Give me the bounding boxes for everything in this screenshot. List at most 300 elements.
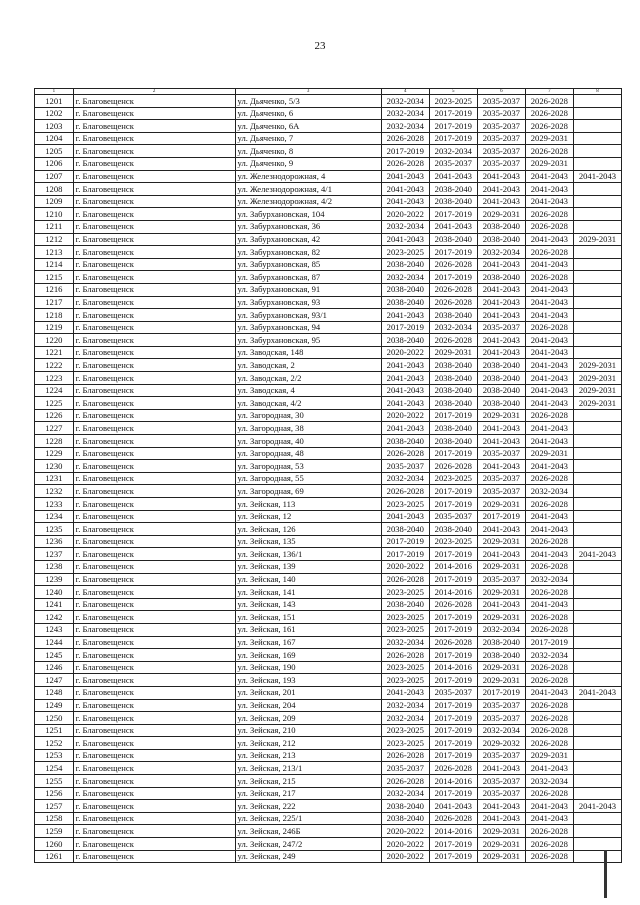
period-col8-cell xyxy=(573,535,621,548)
period-col6-cell: 2041-2043 xyxy=(477,598,525,611)
period-col7-cell: 2026-2028 xyxy=(525,586,573,599)
address-cell: ул. Дьяченко, 5/3 xyxy=(235,95,381,108)
period-col4-cell: 2032-2034 xyxy=(381,95,429,108)
period-col4-cell: 2032-2034 xyxy=(381,787,429,800)
locality-cell: г. Благовещенск xyxy=(73,586,235,599)
number-cell: 1215 xyxy=(35,271,74,284)
period-col8-cell xyxy=(573,258,621,271)
number-cell: 1209 xyxy=(35,195,74,208)
locality-cell: г. Благовещенск xyxy=(73,611,235,624)
locality-cell: г. Благовещенск xyxy=(73,283,235,296)
locality-cell: г. Благовещенск xyxy=(73,724,235,737)
period-col4-cell: 2017-2019 xyxy=(381,321,429,334)
period-col8-cell xyxy=(573,573,621,586)
period-col6-cell: 2041-2043 xyxy=(477,422,525,435)
page-number: 23 xyxy=(314,40,326,52)
address-cell: ул. Зейская, 225/1 xyxy=(235,812,381,825)
period-col8-cell xyxy=(573,460,621,473)
period-col4-cell: 2023-2025 xyxy=(381,498,429,511)
period-col8-cell xyxy=(573,309,621,322)
table-row xyxy=(35,838,622,851)
period-col4-cell: 2026-2028 xyxy=(381,573,429,586)
period-col4-cell: 2041-2043 xyxy=(381,309,429,322)
locality-cell: г. Благовещенск xyxy=(73,208,235,221)
period-col6-cell: 2038-2040 xyxy=(477,397,525,410)
locality-cell: г. Благовещенск xyxy=(73,573,235,586)
address-cell: ул. Загородная, 53 xyxy=(235,460,381,473)
address-cell: ул. Забурхановская, 93 xyxy=(235,296,381,309)
locality-cell: г. Благовещенск xyxy=(73,623,235,636)
period-col5-cell: 2017-2019 xyxy=(429,246,477,259)
header-cell-2: 2 xyxy=(73,89,235,95)
number-cell: 1219 xyxy=(35,321,74,334)
period-col6-cell: 2029-2031 xyxy=(477,208,525,221)
locality-cell: г. Благовещенск xyxy=(73,233,235,246)
period-col5-cell: 2017-2019 xyxy=(429,737,477,750)
address-cell: ул. Зейская, 190 xyxy=(235,661,381,674)
period-col8-cell xyxy=(573,485,621,498)
locality-cell: г. Благовещенск xyxy=(73,170,235,183)
period-col5-cell: 2038-2040 xyxy=(429,183,477,196)
period-col8-cell: 2041-2043 xyxy=(573,800,621,813)
address-cell: ул. Зейская, 126 xyxy=(235,523,381,536)
period-col7-cell: 2029-2031 xyxy=(525,749,573,762)
period-col4-cell: 2020-2022 xyxy=(381,409,429,422)
address-cell: ул. Забурхановская, 93/1 xyxy=(235,309,381,322)
period-col5-cell: 2017-2019 xyxy=(429,699,477,712)
table-row xyxy=(35,321,622,334)
period-col7-cell: 2026-2028 xyxy=(525,208,573,221)
period-col8-cell xyxy=(573,636,621,649)
period-col4-cell: 2020-2022 xyxy=(381,560,429,573)
table-row xyxy=(35,170,622,183)
period-col6-cell: 2041-2043 xyxy=(477,309,525,322)
header-cell-1: 1 xyxy=(35,89,74,95)
period-col8-cell xyxy=(573,296,621,309)
period-col8-cell xyxy=(573,246,621,259)
period-col8-cell xyxy=(573,334,621,347)
period-col8-cell: 2041-2043 xyxy=(573,548,621,561)
address-cell: ул. Загородная, 40 xyxy=(235,435,381,448)
table-row xyxy=(35,359,622,372)
table-row xyxy=(35,661,622,674)
locality-cell: г. Благовещенск xyxy=(73,699,235,712)
period-col7-cell: 2026-2028 xyxy=(525,674,573,687)
header-cell-7: 7 xyxy=(525,89,573,95)
period-col4-cell: 2035-2037 xyxy=(381,460,429,473)
table-row xyxy=(35,800,622,813)
period-col5-cell: 2017-2019 xyxy=(429,208,477,221)
number-cell: 1221 xyxy=(35,346,74,359)
locality-cell: г. Благовещенск xyxy=(73,183,235,196)
period-col6-cell: 2035-2037 xyxy=(477,712,525,725)
table-row xyxy=(35,737,622,750)
table-row xyxy=(35,472,622,485)
locality-cell: г. Благовещенск xyxy=(73,447,235,460)
address-cell: ул. Зейская, 161 xyxy=(235,623,381,636)
period-col7-cell: 2026-2028 xyxy=(525,825,573,838)
table-row xyxy=(35,384,622,397)
period-col6-cell: 2038-2040 xyxy=(477,384,525,397)
period-col7-cell: 2026-2028 xyxy=(525,409,573,422)
table-row xyxy=(35,246,622,259)
period-col4-cell: 2023-2025 xyxy=(381,623,429,636)
address-cell: ул. Железнодорожная, 4 xyxy=(235,170,381,183)
locality-cell: г. Благовещенск xyxy=(73,485,235,498)
table-row xyxy=(35,699,622,712)
address-cell: ул. Зейская, 140 xyxy=(235,573,381,586)
period-col7-cell: 2032-2034 xyxy=(525,485,573,498)
period-col6-cell: 2029-2031 xyxy=(477,838,525,851)
table-row xyxy=(35,775,622,788)
locality-cell: г. Благовещенск xyxy=(73,661,235,674)
table-row xyxy=(35,523,622,536)
period-col6-cell: 2038-2040 xyxy=(477,359,525,372)
period-col6-cell: 2017-2019 xyxy=(477,510,525,523)
table-row xyxy=(35,850,622,863)
period-col8-cell xyxy=(573,120,621,133)
period-col4-cell: 2038-2040 xyxy=(381,283,429,296)
period-col6-cell: 2041-2043 xyxy=(477,183,525,196)
locality-cell: г. Благовещенск xyxy=(73,548,235,561)
period-col4-cell: 2038-2040 xyxy=(381,296,429,309)
period-col7-cell: 2041-2043 xyxy=(525,346,573,359)
table-row xyxy=(35,649,622,662)
period-col7-cell: 2041-2043 xyxy=(525,510,573,523)
number-cell: 1234 xyxy=(35,510,74,523)
schedule-table xyxy=(34,88,622,863)
address-cell: ул. Зейская, 136/1 xyxy=(235,548,381,561)
number-cell: 1244 xyxy=(35,636,74,649)
period-col5-cell: 2014-2016 xyxy=(429,661,477,674)
table-row xyxy=(35,435,622,448)
period-col6-cell: 2029-2032 xyxy=(477,737,525,750)
table-row xyxy=(35,258,622,271)
period-col8-cell xyxy=(573,737,621,750)
address-cell: ул. Забурхановская, 95 xyxy=(235,334,381,347)
address-cell: ул. Зейская, 141 xyxy=(235,586,381,599)
period-col6-cell: 2038-2040 xyxy=(477,233,525,246)
period-col5-cell: 2017-2019 xyxy=(429,132,477,145)
period-col4-cell: 2020-2022 xyxy=(381,850,429,863)
period-col5-cell: 2041-2043 xyxy=(429,170,477,183)
period-col6-cell: 2029-2031 xyxy=(477,611,525,624)
period-col6-cell: 2029-2031 xyxy=(477,661,525,674)
period-col5-cell: 2017-2019 xyxy=(429,649,477,662)
period-col8-cell xyxy=(573,762,621,775)
locality-cell: г. Благовещенск xyxy=(73,510,235,523)
period-col4-cell: 2023-2025 xyxy=(381,246,429,259)
address-cell: ул. Забурхановская, 36 xyxy=(235,220,381,233)
period-col5-cell: 2038-2040 xyxy=(429,397,477,410)
period-col4-cell: 2023-2025 xyxy=(381,586,429,599)
period-col7-cell: 2026-2028 xyxy=(525,120,573,133)
period-col4-cell: 2038-2040 xyxy=(381,800,429,813)
period-col5-cell: 2014-2016 xyxy=(429,560,477,573)
period-col5-cell: 2014-2016 xyxy=(429,825,477,838)
number-cell: 1241 xyxy=(35,598,74,611)
period-col4-cell: 2032-2034 xyxy=(381,712,429,725)
period-col8-cell xyxy=(573,107,621,120)
period-col5-cell: 2026-2028 xyxy=(429,258,477,271)
table-row xyxy=(35,346,622,359)
number-cell: 1250 xyxy=(35,712,74,725)
period-col8-cell xyxy=(573,775,621,788)
period-col5-cell: 2026-2028 xyxy=(429,296,477,309)
period-col4-cell: 2041-2043 xyxy=(381,233,429,246)
period-col8-cell xyxy=(573,283,621,296)
locality-cell: г. Благовещенск xyxy=(73,195,235,208)
address-cell: ул. Зейская, 249 xyxy=(235,850,381,863)
locality-cell: г. Благовещенск xyxy=(73,472,235,485)
locality-cell: г. Благовещенск xyxy=(73,271,235,284)
locality-cell: г. Благовещенск xyxy=(73,498,235,511)
number-cell: 1216 xyxy=(35,283,74,296)
address-cell: ул. Зейская, 212 xyxy=(235,737,381,750)
period-col8-cell xyxy=(573,623,621,636)
number-cell: 1256 xyxy=(35,787,74,800)
locality-cell: г. Благовещенск xyxy=(73,346,235,359)
period-col7-cell: 2041-2043 xyxy=(525,686,573,699)
period-col8-cell xyxy=(573,435,621,448)
period-col6-cell: 2041-2043 xyxy=(477,170,525,183)
table-row xyxy=(35,183,622,196)
period-col8-cell xyxy=(573,95,621,108)
period-col4-cell: 2023-2025 xyxy=(381,611,429,624)
address-cell: ул. Забурхановская, 85 xyxy=(235,258,381,271)
period-col6-cell: 2029-2031 xyxy=(477,560,525,573)
table-row xyxy=(35,686,622,699)
locality-cell: г. Благовещенск xyxy=(73,787,235,800)
period-col5-cell: 2017-2019 xyxy=(429,548,477,561)
period-col4-cell: 2032-2034 xyxy=(381,271,429,284)
period-col5-cell: 2038-2040 xyxy=(429,523,477,536)
period-col5-cell: 2038-2040 xyxy=(429,372,477,385)
table-row xyxy=(35,208,622,221)
period-col4-cell: 2023-2025 xyxy=(381,724,429,737)
period-col5-cell: 2026-2028 xyxy=(429,283,477,296)
header-cell-6: 6 xyxy=(477,89,525,95)
period-col5-cell: 2017-2019 xyxy=(429,107,477,120)
locality-cell: г. Благовещенск xyxy=(73,460,235,473)
locality-cell: г. Благовещенск xyxy=(73,132,235,145)
period-col7-cell: 2026-2028 xyxy=(525,611,573,624)
table-row xyxy=(35,712,622,725)
period-col5-cell: 2038-2040 xyxy=(429,359,477,372)
period-col8-cell xyxy=(573,661,621,674)
address-cell: ул. Загородная, 55 xyxy=(235,472,381,485)
period-col7-cell: 2041-2043 xyxy=(525,233,573,246)
period-col5-cell: 2026-2028 xyxy=(429,598,477,611)
period-col4-cell: 2023-2025 xyxy=(381,737,429,750)
number-cell: 1257 xyxy=(35,800,74,813)
address-cell: ул. Зейская, 113 xyxy=(235,498,381,511)
number-cell: 1260 xyxy=(35,838,74,851)
period-col5-cell: 2026-2028 xyxy=(429,762,477,775)
period-col8-cell: 2041-2043 xyxy=(573,686,621,699)
locality-cell: г. Благовещенск xyxy=(73,598,235,611)
period-col7-cell: 2026-2028 xyxy=(525,661,573,674)
address-cell: ул. Железнодорожная, 4/2 xyxy=(235,195,381,208)
table-row xyxy=(35,422,622,435)
locality-cell: г. Благовещенск xyxy=(73,812,235,825)
table-row xyxy=(35,674,622,687)
period-col8-cell xyxy=(573,132,621,145)
address-cell: ул. Зейская, 215 xyxy=(235,775,381,788)
number-cell: 1204 xyxy=(35,132,74,145)
locality-cell: г. Благовещенск xyxy=(73,258,235,271)
period-col5-cell: 2038-2040 xyxy=(429,195,477,208)
number-cell: 1253 xyxy=(35,749,74,762)
period-col7-cell: 2041-2043 xyxy=(525,296,573,309)
period-col5-cell: 2017-2019 xyxy=(429,611,477,624)
period-col7-cell: 2026-2028 xyxy=(525,107,573,120)
binding-mark xyxy=(604,850,607,898)
period-col6-cell: 2029-2031 xyxy=(477,498,525,511)
number-cell: 1255 xyxy=(35,775,74,788)
period-col6-cell: 2041-2043 xyxy=(477,283,525,296)
table-row xyxy=(35,498,622,511)
address-cell: ул. Заводская, 4 xyxy=(235,384,381,397)
period-col5-cell: 2038-2040 xyxy=(429,384,477,397)
table-row xyxy=(35,95,622,108)
locality-cell: г. Благовещенск xyxy=(73,649,235,662)
address-cell: ул. Заводская, 148 xyxy=(235,346,381,359)
header-cell-8: 8 xyxy=(573,89,621,95)
period-col6-cell: 2041-2043 xyxy=(477,812,525,825)
address-cell: ул. Железнодорожная, 4/1 xyxy=(235,183,381,196)
period-col6-cell: 2038-2040 xyxy=(477,636,525,649)
number-cell: 1245 xyxy=(35,649,74,662)
number-cell: 1206 xyxy=(35,157,74,170)
period-col5-cell: 2023-2025 xyxy=(429,472,477,485)
header-cell-3: 3 xyxy=(235,89,381,95)
period-col7-cell: 2026-2028 xyxy=(525,737,573,750)
period-col7-cell: 2026-2028 xyxy=(525,724,573,737)
period-col8-cell: 2029-2031 xyxy=(573,233,621,246)
period-col7-cell: 2041-2043 xyxy=(525,397,573,410)
period-col4-cell: 2026-2028 xyxy=(381,749,429,762)
address-cell: ул. Забурхановская, 42 xyxy=(235,233,381,246)
period-col6-cell: 2029-2031 xyxy=(477,535,525,548)
period-col8-cell xyxy=(573,598,621,611)
period-col6-cell: 2035-2037 xyxy=(477,447,525,460)
table-row xyxy=(35,611,622,624)
number-cell: 1231 xyxy=(35,472,74,485)
period-col8-cell xyxy=(573,812,621,825)
table-row xyxy=(35,409,622,422)
period-col5-cell: 2035-2037 xyxy=(429,686,477,699)
table-row xyxy=(35,535,622,548)
address-cell: ул. Дьяченко, 6А xyxy=(235,120,381,133)
period-col4-cell: 2026-2028 xyxy=(381,485,429,498)
period-col8-cell xyxy=(573,271,621,284)
period-col7-cell: 2041-2043 xyxy=(525,384,573,397)
number-cell: 1230 xyxy=(35,460,74,473)
period-col8-cell xyxy=(573,523,621,536)
period-col7-cell: 2026-2028 xyxy=(525,145,573,158)
number-cell: 1242 xyxy=(35,611,74,624)
locality-cell: г. Благовещенск xyxy=(73,435,235,448)
period-col8-cell: 2029-2031 xyxy=(573,359,621,372)
period-col5-cell: 2029-2031 xyxy=(429,346,477,359)
period-col8-cell: 2029-2031 xyxy=(573,384,621,397)
period-col7-cell: 2041-2043 xyxy=(525,598,573,611)
number-cell: 1217 xyxy=(35,296,74,309)
locality-cell: г. Благовещенск xyxy=(73,309,235,322)
table-row xyxy=(35,586,622,599)
locality-cell: г. Благовещенск xyxy=(73,825,235,838)
period-col5-cell: 2032-2034 xyxy=(429,321,477,334)
number-cell: 1247 xyxy=(35,674,74,687)
period-col4-cell: 2026-2028 xyxy=(381,447,429,460)
period-col8-cell xyxy=(573,321,621,334)
locality-cell: г. Благовещенск xyxy=(73,712,235,725)
number-cell: 1232 xyxy=(35,485,74,498)
period-col8-cell xyxy=(573,409,621,422)
period-col6-cell: 2032-2034 xyxy=(477,246,525,259)
period-col4-cell: 2038-2040 xyxy=(381,435,429,448)
period-col8-cell: 2041-2043 xyxy=(573,170,621,183)
address-cell: ул. Загородная, 30 xyxy=(235,409,381,422)
period-col6-cell: 2038-2040 xyxy=(477,372,525,385)
period-col6-cell: 2035-2037 xyxy=(477,120,525,133)
number-cell: 1222 xyxy=(35,359,74,372)
address-cell: ул. Зейская, 167 xyxy=(235,636,381,649)
period-col7-cell: 2029-2031 xyxy=(525,157,573,170)
number-cell: 1254 xyxy=(35,762,74,775)
period-col4-cell: 2038-2040 xyxy=(381,523,429,536)
period-col6-cell: 2038-2040 xyxy=(477,271,525,284)
period-col7-cell: 2041-2043 xyxy=(525,812,573,825)
locality-cell: г. Благовещенск xyxy=(73,120,235,133)
period-col7-cell: 2026-2028 xyxy=(525,472,573,485)
address-cell: ул. Забурхановская, 87 xyxy=(235,271,381,284)
period-col4-cell: 2020-2022 xyxy=(381,838,429,851)
period-col8-cell xyxy=(573,498,621,511)
period-col8-cell xyxy=(573,157,621,170)
address-cell: ул. Зейская, 246Б xyxy=(235,825,381,838)
period-col6-cell: 2035-2037 xyxy=(477,699,525,712)
period-col4-cell: 2026-2028 xyxy=(381,649,429,662)
period-col5-cell: 2017-2019 xyxy=(429,724,477,737)
period-col5-cell: 2017-2019 xyxy=(429,271,477,284)
period-col6-cell: 2029-2031 xyxy=(477,850,525,863)
table-row xyxy=(35,195,622,208)
table-row xyxy=(35,623,622,636)
period-col8-cell xyxy=(573,145,621,158)
header-cell-5: 5 xyxy=(429,89,477,95)
period-col6-cell: 2041-2043 xyxy=(477,800,525,813)
period-col4-cell: 2041-2043 xyxy=(381,397,429,410)
period-col5-cell: 2038-2040 xyxy=(429,435,477,448)
number-cell: 1218 xyxy=(35,309,74,322)
number-cell: 1212 xyxy=(35,233,74,246)
period-col6-cell: 2041-2043 xyxy=(477,762,525,775)
period-col7-cell: 2026-2028 xyxy=(525,535,573,548)
period-col6-cell: 2035-2037 xyxy=(477,472,525,485)
address-cell: ул. Зейская, 193 xyxy=(235,674,381,687)
period-col6-cell: 2029-2031 xyxy=(477,674,525,687)
number-cell: 1248 xyxy=(35,686,74,699)
number-cell: 1224 xyxy=(35,384,74,397)
period-col7-cell: 2041-2043 xyxy=(525,422,573,435)
number-cell: 1237 xyxy=(35,548,74,561)
period-col6-cell: 2035-2037 xyxy=(477,787,525,800)
period-col5-cell: 2017-2019 xyxy=(429,120,477,133)
locality-cell: г. Благовещенск xyxy=(73,372,235,385)
period-col5-cell: 2017-2019 xyxy=(429,749,477,762)
